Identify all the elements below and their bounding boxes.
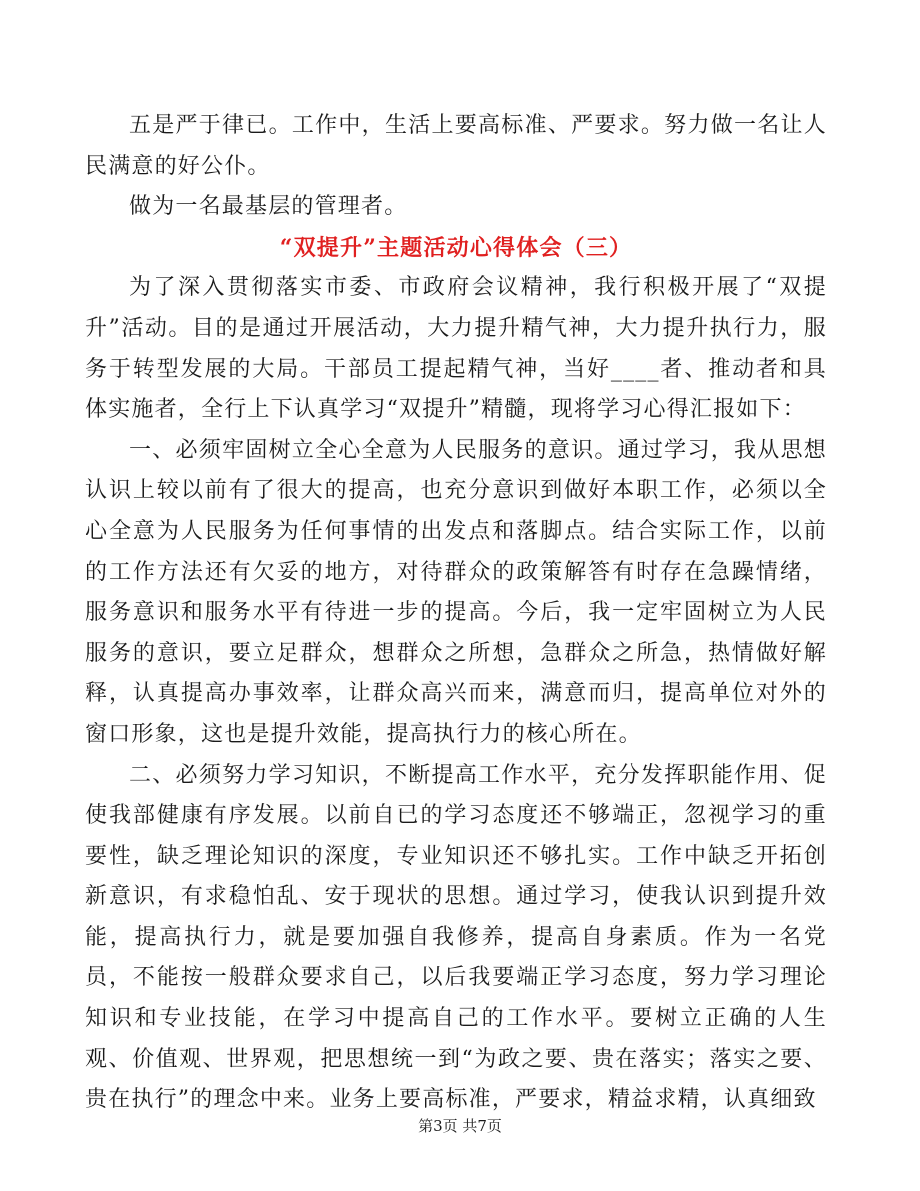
- page-number-footer: 第3页 共7页: [418, 1117, 502, 1135]
- paragraph-intro: 为了深入贯彻落实市委、市政府会议精神，我行积极开展了“双提升”活动。目的是通过开展活动，大力提升精气神，大力提升执行力，服务于转型发展的大局。干部员工提起精气神，当好____者、推动者和具体实施者，全行上下认真学习“双提升”精髓，现将学习心得汇报如下：: [85, 275, 827, 423]
- paragraph-manager: 做为一名最基层的管理者。: [129, 194, 408, 220]
- section-title: “双提升”主题活动心得体会（三）: [279, 234, 633, 261]
- paragraph-point-two: 二、必须努力学习知识，不断提高工作水平，充分发挥职能作用、促使我部健康有序发展。以前自已的学习态度还不够端正，忽视学习的重要性，缺乏理论知识的深度，专业知识还不够扎实。工作中缺乏开拓创新意识，有求稳怕乱、安于现状的思想。通过学习，使我认识到提升效能，提高执行力，就是要加强自我修养，提高自身素质。作为一名党员，不能按一般群众要求自己，以后我要端正学习态度，努力学习理论知识和专业技能，在学习中提高自己的工作水平。要树立正确的人生观、价值观、世界观，把思想统一到“为政之要、贵在落实；落实之要、贵在执行”的理念中来。业务上要高标准，严要求，精益求精，认真细致: [85, 762, 827, 1113]
- document-body: [85, 106, 827, 1121]
- paragraph-five: 五是严于律已。工作中，生活上要高标准、严要求。努力做一名让人民满意的好公仆。: [85, 113, 827, 179]
- paragraph-point-one: 一、必须牢固树立全心全意为人民服务的意识。通过学习，我从思想认识上较以前有了很大的提高，也充分意识到做好本职工作，必须以全心全意为人民服务为任何事情的出发点和落脚点。结合实际工作，以前的工作方法还有欠妥的地方，对待群众的政策解答有时存在急躁情绪，服务意识和服务水平有待进一步的提高。今后，我一定牢固树立为人民服务的意识，要立足群众，想群众之所想，急群众之所急，热情做好解释，认真提高办事效率，让群众高兴而来，满意而归，提高单位对外的窗口形象，这也是提升效能，提高执行力的核心所在。: [85, 437, 827, 747]
